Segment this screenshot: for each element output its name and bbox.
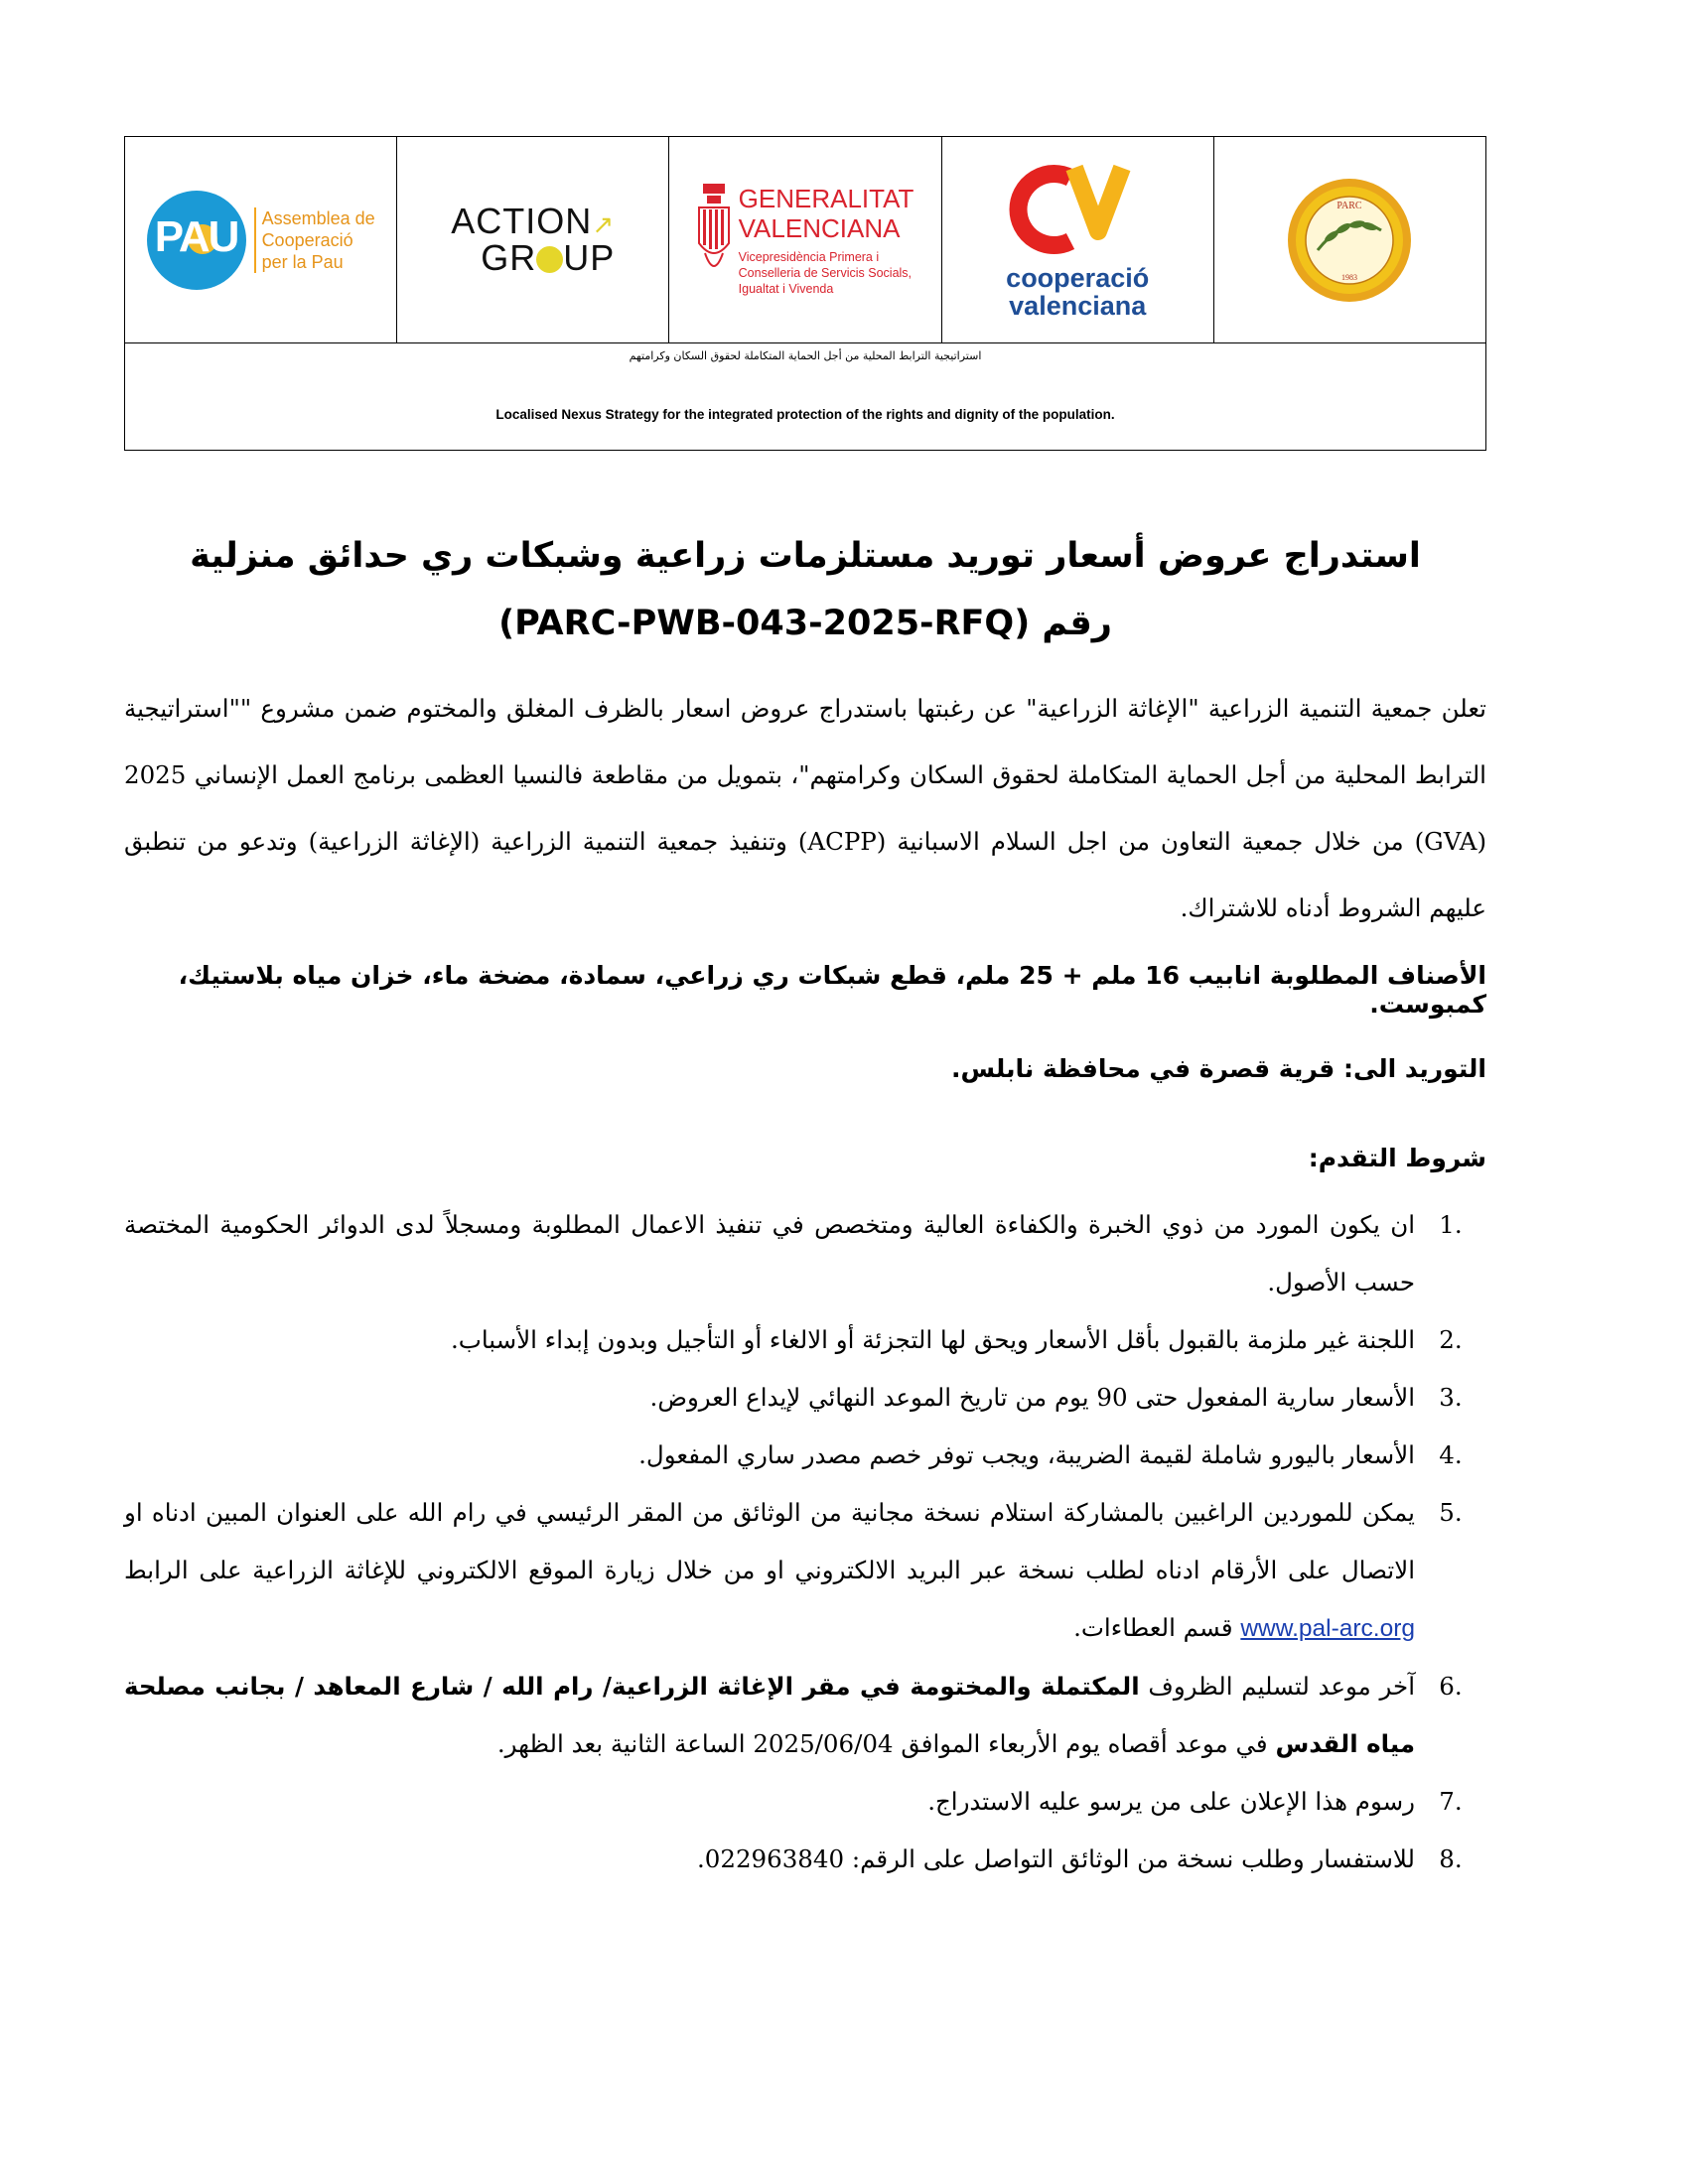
condition-number: 6. [1439, 1672, 1463, 1701]
parc-seal-text: PARC [1336, 200, 1363, 211]
pau-logo-text [254, 207, 375, 273]
condition-text: ان يكون المورد من ذوي الخبرة والكفاءة العالية ومتخصص في تنفيذ الاعمال المطلوبة ومسجلاً لدى الدوائر الحكومية المختصة حسب الأصول. [124, 1210, 1415, 1297]
action-group-logo [451, 201, 616, 278]
parc-logo-cell [1214, 137, 1485, 342]
logo-row [125, 137, 1485, 343]
group-word-start: GR [481, 237, 537, 278]
action-group-logo-cell [397, 137, 669, 342]
condition-number: 8. [1439, 1844, 1463, 1873]
cooperacio-word: cooperació [1006, 263, 1150, 293]
cv-monogram-icon [1003, 160, 1152, 259]
condition-text: للاستفسار وطلب نسخة من الوثائق التواصل على الرقم: 022963840. [696, 1844, 1415, 1873]
conditions-list [124, 1196, 1486, 1888]
action-group-word: ACTION [451, 201, 593, 241]
yellow-dot-icon [536, 246, 563, 273]
rfq-number: رقم (PARC-PWB-043-2025-RFQ) [498, 604, 1112, 643]
condition-text: الأسعار باليورو شاملة لقيمة الضريبة، ويجب توفر خصم مصدر ساري المفعول. [638, 1440, 1415, 1469]
condition-number: 3. [1439, 1383, 1463, 1412]
pau-logo-mark [147, 191, 246, 290]
generalitat-subtitle-line: Vicepresidència Primera i [738, 249, 880, 264]
condition-text-part: آخر موعد لتسليم الظروف [1148, 1672, 1416, 1701]
condition-item [124, 1427, 1486, 1484]
valenciana-word: valenciana [1009, 291, 1147, 321]
condition-number: 4. [1439, 1440, 1463, 1469]
condition-text [124, 1658, 1415, 1773]
condition-text: الأسعار سارية المفعول حتى 90 يوم من تاريخ الموعد النهائي لإيداع العروض. [649, 1383, 1415, 1412]
page-title: استدراج عروض أسعار توريد مستلزمات زراعية وشبكات ري حدائق منزلية [190, 536, 1421, 576]
generalitat-logo [697, 184, 914, 297]
parc-seal-year: 1983 [1341, 272, 1358, 282]
delivery-address: المكتملة والمختومة في مقر الإغاثة الزراعية/ رام الله / شارع المعاهد / بجانب مصلحة مياه القدس [124, 1672, 1415, 1758]
website-link[interactable]: www.pal-arc.org [1240, 1615, 1415, 1642]
supply-location: التوريد الى: قرية قصرة في محافظة نابلس. [951, 1054, 1486, 1083]
coat-of-arms-icon [697, 184, 731, 279]
conditions-heading: شروط التقدم: [1308, 1144, 1486, 1172]
generalitat-title: GENERALITAT [738, 183, 914, 213]
intro-paragraph: تعلن جمعية التنمية الزراعية "الإغاثة الزراعية" عن رغبتها باستدراج عروض اسعار بالظرف المغلق والمختوم ضمن مشروع ""استراتيجية الترابط المحلية من أجل الحماية المتكاملة لحقوق السكان وكرامتهم"، بتمويل من مقاطعة فالنسيا العظمى برنامج العمل الإنساني 2025 (GVA) من خلال جمعية التعاون من اجل السلام الاسبانية (ACPP) وتنفيذ جمعية التنمية الزراعية (الإغاثة الزراعية) وتدعو من تنطبق عليهم الشروط أدناه للاشتراك. [124, 694, 1486, 922]
cooperacio-logo-cell [942, 137, 1214, 342]
group-word-end: UP [563, 237, 616, 278]
condition-number: 5. [1439, 1498, 1463, 1527]
pau-logo-letters: PAU [154, 211, 238, 261]
condition-text-part: يمكن للموردين الراغبين بالمشاركة استلام نسخة مجانية من الوثائق من المقر الرئيسي في رام الله على العنوان المبين ادناه او الاتصال على الأرقام ادناه لطلب نسخة عبر البريد الالكتروني او من خلال زيارة الموقع الالكتروني للإغاثة الزراعية على الرابط [124, 1498, 1415, 1584]
condition-number: 7. [1439, 1787, 1463, 1816]
deadline-text: في موعد أقصاه يوم الأربعاء الموافق 2025/06/04 الساعة الثانية بعد الظهر. [496, 1729, 1268, 1758]
generalitat-logo-cell [669, 137, 941, 342]
condition-item [124, 1773, 1486, 1831]
condition-text: رسوم هذا الإعلان على من يرسو عليه الاستدراج. [927, 1787, 1415, 1816]
required-items: الأصناف المطلوبة انابيب 16 ملم + 25 ملم، قطع شبكات ري زراعي، سمادة، مضخة ماء، خزان مياه بلاستيك، كمبوست. [178, 961, 1486, 1019]
condition-number: 1. [1439, 1210, 1463, 1239]
pau-logo-cell [125, 137, 397, 342]
project-caption-arabic: استراتيجية الترابط المحلية من أجل الحماية المتكاملة لحقوق السكان وكرامتهم [629, 349, 982, 362]
condition-text: اللجنة غير ملزمة بالقبول بأقل الأسعار ويحق لها التجزئة أو الالغاء أو التأجيل وبدون إبداء الأسباب. [450, 1325, 1415, 1354]
project-caption-english: Localised Nexus Strategy for the integrated protection of the rights and dignity of the population. [495, 407, 1115, 422]
condition-item [124, 1311, 1486, 1369]
arrow-up-right-icon: ↗ [592, 209, 616, 239]
condition-item [124, 1369, 1486, 1427]
condition-item [124, 1658, 1486, 1773]
pau-text-line: Cooperació [261, 229, 353, 250]
pau-text-line: per la Pau [261, 251, 344, 272]
parc-seal-icon [1270, 171, 1429, 310]
cooperacio-valenciana-logo [1003, 160, 1152, 320]
header-logo-table [124, 136, 1486, 451]
condition-item [124, 1831, 1486, 1888]
pau-logo [147, 191, 375, 290]
generalitat-subtitle-line: Conselleria de Servicis Socials, [738, 265, 913, 280]
pau-text-line: Assemblea de [261, 207, 375, 228]
condition-text [124, 1484, 1415, 1658]
condition-item [124, 1484, 1486, 1658]
caption-row [125, 343, 1485, 451]
condition-number: 2. [1439, 1325, 1463, 1354]
condition-text-part: قسم العطاءات. [1073, 1613, 1233, 1642]
generalitat-title: VALENCIANA [738, 212, 901, 243]
generalitat-subtitle-line: Igualtat i Vivenda [738, 281, 834, 296]
condition-item [124, 1196, 1486, 1311]
